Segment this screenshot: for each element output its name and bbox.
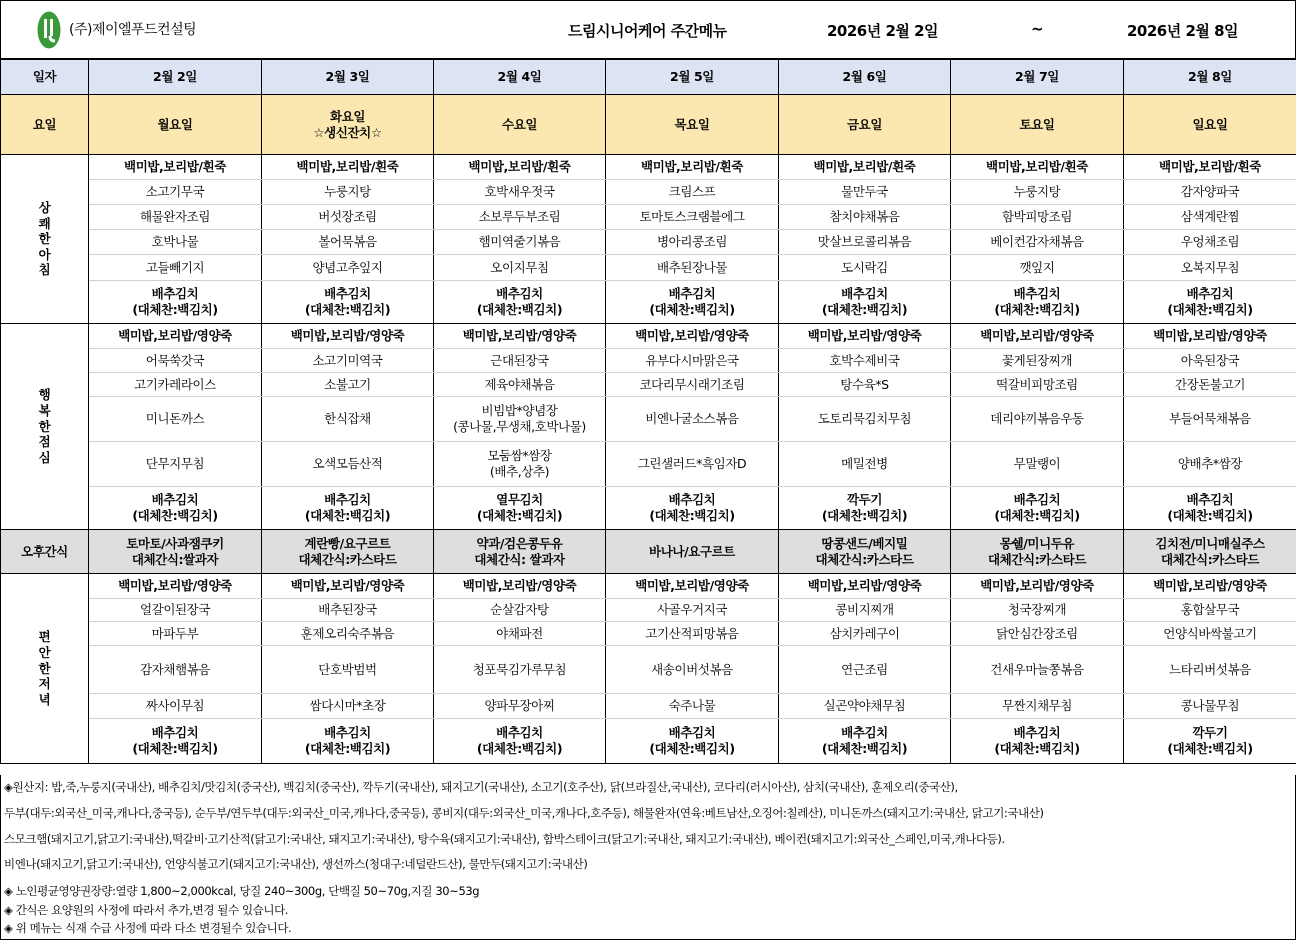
lunch-dish <box>434 487 606 530</box>
cell-line: (대체찬:백김치) <box>994 302 1080 317</box>
dinner-dish: 건새우마늘쫑볶음 <box>951 646 1124 694</box>
cell-line: (대체찬:백김치) <box>821 508 908 523</box>
breakfast-dish: 해물완자조림 <box>89 205 262 230</box>
cell-line: 수요일 <box>501 116 538 132</box>
lunch-row <box>1 397 1296 442</box>
notes-section <box>0 775 1296 940</box>
lunch-dish <box>434 442 606 487</box>
breakfast-dish: 백미밥,보리밥/흰죽 <box>779 155 951 180</box>
breakfast-dish: 깻잎지 <box>951 255 1124 281</box>
breakfast-dish <box>779 281 951 324</box>
dinner-dish: 삼치카레구이 <box>779 622 951 646</box>
cell-line: 단무지무침 <box>145 456 205 472</box>
cell-line: (대체찬:백김치) <box>476 508 563 523</box>
breakfast-dish: 맛살브로콜리볶음 <box>779 230 951 255</box>
end-date: 2026년 2월 8일 <box>1127 22 1239 40</box>
cell-line: 토요일 <box>1019 116 1055 132</box>
cell-line: (대체찬:백김치) <box>821 302 908 317</box>
breakfast-dish: 호박나물 <box>89 230 262 255</box>
cell-line: (대체찬:백김치) <box>304 741 391 756</box>
breakfast-dish: 볼어묵볶음 <box>262 230 434 255</box>
cell-line: 배추김치 <box>496 286 543 302</box>
dinner-dish: 느타리버섯볶음 <box>1124 646 1296 694</box>
breakfast-dish: 버섯장조림 <box>262 205 434 230</box>
breakfast-dish: 백미밥,보리밥/흰죽 <box>262 155 434 180</box>
nutrition-note: ◈ 노인평균영양권장량:열량 1,800~2,000kcal, 당질 240~300g, 단백질 50~70g,지질 30~53g <box>4 884 480 898</box>
breakfast-dish: 백미밥,보리밥/흰죽 <box>434 155 606 180</box>
lunch-dish <box>1124 397 1296 442</box>
dinner-row <box>1 574 1296 599</box>
cell-line: (대체찬:백김치) <box>304 508 391 523</box>
date-separator: ~ <box>1031 20 1044 38</box>
weekday-cell <box>606 95 779 155</box>
cell-line: 대체간식:쌀과자 <box>131 551 219 567</box>
cell-line: 배추김치 <box>841 286 888 302</box>
breakfast-dish: 백미밥,보리밥/흰죽 <box>951 155 1124 180</box>
dinner-dish: 배추된장국 <box>262 599 434 622</box>
lunch-dish <box>89 397 262 442</box>
cell-line: 대체간식:카스타드 <box>815 551 914 567</box>
breakfast-dish: 감자양파국 <box>1124 180 1296 205</box>
dinner-dish <box>779 719 951 764</box>
cell-line: 배추김치 <box>151 286 199 302</box>
dinner-dish: 사골우거지국 <box>606 599 779 622</box>
dinner-dish <box>89 719 262 764</box>
cell-line: 배추김치 <box>668 286 716 302</box>
snack-label: 오후간식 <box>1 530 89 574</box>
cell-line: (대체찬:백김치) <box>994 508 1080 523</box>
weekday-cell <box>779 95 951 155</box>
dinner-label-char: 저 <box>38 676 51 692</box>
cell-line: 목요일 <box>674 116 710 132</box>
menu-title: 드림시니어케어 주간메뉴 <box>568 22 727 40</box>
breakfast-dish: 햄미역줄기볶음 <box>434 230 606 255</box>
breakfast-dish: 도시락김 <box>779 255 951 281</box>
cell-line: 배추김치 <box>496 725 543 741</box>
dinner-dish <box>1124 719 1296 764</box>
cell-line: 배추김치 <box>1186 492 1234 508</box>
breakfast-row <box>1 281 1296 324</box>
snack-cell <box>606 530 779 574</box>
cell-line: 미니돈까스 <box>145 411 205 427</box>
dinner-label-char: 안 <box>38 645 51 661</box>
lunch-dish: 백미밥,보리밥/영양죽 <box>434 324 606 349</box>
dinner-label-char: 녁 <box>38 691 51 707</box>
dinner-dish: 고기산적피망볶음 <box>606 622 779 646</box>
date-label: 일자 <box>1 60 89 95</box>
dinner-dish: 감자채햄볶음 <box>89 646 262 694</box>
breakfast-dish: 함박피망조림 <box>951 205 1124 230</box>
lunch-dish: 근대된장국 <box>434 349 606 373</box>
lunch-dish <box>1124 442 1296 487</box>
cell-line: 양배추*쌈장 <box>1177 456 1243 472</box>
breakfast-dish <box>951 281 1124 324</box>
lunch-row <box>1 324 1296 349</box>
dinner-label-char: 한 <box>38 660 51 676</box>
cell-line: 깍두기 <box>1192 725 1228 741</box>
cell-line: 배추김치 <box>1186 286 1234 302</box>
lunch-dish <box>89 487 262 530</box>
cell-line: 월요일 <box>157 116 193 132</box>
breakfast-label-char: 쾌 <box>38 215 51 231</box>
cell-line: 화요일 <box>329 108 366 124</box>
cell-line: 배추김치 <box>841 725 888 741</box>
cell-line: 약과/검은콩두유 <box>476 535 563 551</box>
cell-line: 배추김치 <box>324 725 371 741</box>
date-cell: 2월 5일 <box>606 60 779 95</box>
breakfast-dish <box>262 281 434 324</box>
lunch-dish: 호박수제비국 <box>779 349 951 373</box>
dinner-dish: 백미밥,보리밥/영양죽 <box>951 574 1124 599</box>
breakfast-dish: 백미밥,보리밥/흰죽 <box>89 155 262 180</box>
breakfast-dish: 우엉채조림 <box>1124 230 1296 255</box>
cell-line: 부들어묵채볶음 <box>1169 411 1251 427</box>
start-date: 2026년 2월 2일 <box>827 22 939 40</box>
snack-row <box>1 530 1296 574</box>
dinner-dish: 순살감자탕 <box>434 599 606 622</box>
dinner-dish: 청국장찌개 <box>951 599 1124 622</box>
dinner-row <box>1 646 1296 694</box>
dinner-dish: 콩나물무침 <box>1124 694 1296 719</box>
snack-cell <box>262 530 434 574</box>
lunch-label-char: 행 <box>38 387 51 403</box>
breakfast-dish: 크림스프 <box>606 180 779 205</box>
cell-line: 모둠쌈*쌈장 <box>487 448 552 464</box>
snack-cell <box>89 530 262 574</box>
breakfast-row <box>1 230 1296 255</box>
cell-line: 배추김치 <box>668 725 716 741</box>
lunch-row <box>1 487 1296 530</box>
dinner-row <box>1 719 1296 764</box>
lunch-dish: 소불고기 <box>262 373 434 397</box>
lunch-dish <box>951 487 1124 530</box>
date-cell: 2월 3일 <box>262 60 434 95</box>
page-header <box>0 0 1296 59</box>
dinner-dish: 야채파전 <box>434 622 606 646</box>
breakfast-dish: 소고기무국 <box>89 180 262 205</box>
breakfast-dish: 오복지무침 <box>1124 255 1296 281</box>
cell-line: 오색모듬산적 <box>312 456 383 472</box>
origin-note: 비엔나(돼지고기,닭고기:국내산), 언양식불고기(돼지고기:국내산), 생선까스(청대구:네덜란드산), 물만두(돼지고기:국내산) <box>4 857 588 871</box>
dinner-dish: 백미밥,보리밥/영양죽 <box>262 574 434 599</box>
date-row <box>1 60 1296 95</box>
cell-line: 배추김치 <box>1013 492 1061 508</box>
cell-line: 한식잡채 <box>324 411 371 427</box>
snack-cell <box>1124 530 1296 574</box>
cell-line: 비빔밥*양념장 <box>481 403 558 419</box>
breakfast-dish: 누룽지탕 <box>951 180 1124 205</box>
breakfast-dish: 병아리콩조림 <box>606 230 779 255</box>
company-logo-icon <box>37 11 61 49</box>
origin-note: 두부(대두:외국산_미국,캐나다,중국등), 순두부/연두부(대두:외국산_미국,캐나다,중국등), 콩비지(대두:외국산_미국,캐나다,호주등), 해물완자(연육:베트남산,오징어:칠레산), 미니돈까스(돼지고기:국내산, 닭고기:국내산) <box>4 806 1044 820</box>
breakfast-dish <box>89 281 262 324</box>
cell-line: (대체찬:백김치) <box>476 741 563 756</box>
date-cell: 2월 2일 <box>89 60 262 95</box>
dinner-label <box>1 574 89 764</box>
lunch-dish: 아욱된장국 <box>1124 349 1296 373</box>
lunch-dish <box>779 487 951 530</box>
dinner-dish: 숙주나물 <box>606 694 779 719</box>
lunch-dish: 탕수육*S <box>779 373 951 397</box>
cell-line: (대체찬:백김치) <box>1167 302 1253 317</box>
cell-line: 배추김치 <box>151 492 199 508</box>
breakfast-row <box>1 180 1296 205</box>
lunch-dish: 소고기미역국 <box>262 349 434 373</box>
cell-line: (대체찬:백김치) <box>649 508 735 523</box>
origin-note: ◈원산지: 밥,죽,누룽지(국내산), 배추김치/맛김치(중국산), 백김치(중국산), 깍두기(국내산), 돼지고기(국내산), 소고기(호주산), 닭(브라질산,국내산), 코다리(러시아산), 삼치(국내산), 훈제오리(중국산), <box>4 780 958 794</box>
weekday-cell <box>1124 95 1296 155</box>
breakfast-dish <box>606 281 779 324</box>
cell-line: 도토리묵김치무침 <box>817 411 912 427</box>
lunch-dish: 제육야채볶음 <box>434 373 606 397</box>
snack-cell <box>779 530 951 574</box>
breakfast-dish: 삼색계란찜 <box>1124 205 1296 230</box>
weekday-cell <box>89 95 262 155</box>
breakfast-dish: 오이지무침 <box>434 255 606 281</box>
dinner-row <box>1 694 1296 719</box>
breakfast-dish: 배추된장나물 <box>606 255 779 281</box>
lunch-label-char: 복 <box>38 403 51 419</box>
lunch-label-char: 점 <box>38 434 51 450</box>
breakfast-dish: 토마토스크램블에그 <box>606 205 779 230</box>
lunch-dish <box>951 397 1124 442</box>
cell-line: (대체찬:백김치) <box>132 508 218 523</box>
dinner-dish <box>262 719 434 764</box>
breakfast-dish: 물만두국 <box>779 180 951 205</box>
breakfast-row <box>1 155 1296 180</box>
date-cell: 2월 7일 <box>951 60 1124 95</box>
lunch-dish: 코다리무시래기조림 <box>606 373 779 397</box>
snack-cell <box>951 530 1124 574</box>
cell-line: 비엔나굴소스볶음 <box>645 411 739 427</box>
lunch-row <box>1 373 1296 397</box>
dinner-dish <box>951 719 1124 764</box>
cell-line: (콩나물,무생채,호박나물) <box>453 419 586 434</box>
dinner-dish <box>606 719 779 764</box>
cell-line: (대체찬:백김치) <box>476 302 563 317</box>
cell-line: 대체간식:카스타드 <box>988 551 1086 567</box>
lunch-dish <box>606 397 779 442</box>
dinner-label-char: 편 <box>38 629 51 645</box>
dinner-dish <box>434 719 606 764</box>
breakfast-dish: 베이컨감자채볶음 <box>951 230 1124 255</box>
weekday-label: 요일 <box>1 95 89 155</box>
cell-line: (대체찬:백김치) <box>821 741 908 756</box>
dinner-dish: 실곤약야채무침 <box>779 694 951 719</box>
cell-line: 배추김치 <box>324 286 371 302</box>
lunch-dish: 꽃게된장찌개 <box>951 349 1124 373</box>
lunch-dish <box>779 397 951 442</box>
cell-line: (대체찬:백김치) <box>132 741 218 756</box>
breakfast-dish: 참치야채볶음 <box>779 205 951 230</box>
dinner-dish: 언양식바싹불고기 <box>1124 622 1296 646</box>
breakfast-dish: 고들빼기지 <box>89 255 262 281</box>
cell-line: 배추김치 <box>1013 286 1061 302</box>
cell-line: 깍두기 <box>846 492 883 508</box>
dinner-dish: 백미밥,보리밥/영양죽 <box>779 574 951 599</box>
dinner-dish: 백미밥,보리밥/영양죽 <box>434 574 606 599</box>
dinner-dish: 백미밥,보리밥/영양죽 <box>606 574 779 599</box>
cell-line: 그린샐러드*흑임자D <box>637 456 747 472</box>
cell-line: (대체찬:백김치) <box>132 302 218 317</box>
cell-line: 데리야끼볶음우동 <box>990 411 1084 427</box>
lunch-dish <box>779 442 951 487</box>
cell-line: 일요일 <box>1192 116 1228 132</box>
cell-line: (대체찬:백김치) <box>1167 508 1253 523</box>
cell-line: 배추김치 <box>1013 725 1061 741</box>
cell-line: 열무김치 <box>496 492 543 508</box>
breakfast-label-char: 한 <box>38 231 51 247</box>
breakfast-label-char: 침 <box>38 262 51 278</box>
dinner-dish: 마파두부 <box>89 622 262 646</box>
cell-line: (대체찬:백김치) <box>304 302 391 317</box>
weekday-cell <box>262 95 434 155</box>
dinner-dish: 백미밥,보리밥/영양죽 <box>89 574 262 599</box>
lunch-dish <box>951 442 1124 487</box>
breakfast-label-char: 상 <box>38 199 51 215</box>
cell-line: 무말랭이 <box>1013 456 1061 472</box>
weekday-row <box>1 95 1296 155</box>
lunch-dish: 고기카레라이스 <box>89 373 262 397</box>
cell-line: (대체찬:백김치) <box>649 302 735 317</box>
cell-line: (대체찬:백김치) <box>649 741 735 756</box>
lunch-dish: 백미밥,보리밥/영양죽 <box>606 324 779 349</box>
breakfast-dish <box>434 281 606 324</box>
breakfast-dish: 호박새우젓국 <box>434 180 606 205</box>
dinner-row <box>1 599 1296 622</box>
date-cell: 2월 4일 <box>434 60 606 95</box>
breakfast-label-char: 아 <box>38 246 51 262</box>
dinner-dish: 짜사이무침 <box>89 694 262 719</box>
change-note: ◈ 위 메뉴는 식재 수급 사정에 따라 다소 변경될수 있습니다. <box>4 921 292 935</box>
breakfast-dish: 누룽지탕 <box>262 180 434 205</box>
company-name: (주)제이엘푸드컨설팅 <box>69 22 197 38</box>
weekday-cell <box>434 95 606 155</box>
cell-line: 금요일 <box>846 116 883 132</box>
cell-line: 대체간식:카스타드 <box>1161 551 1259 567</box>
breakfast-dish: 양념고추잎지 <box>262 255 434 281</box>
lunch-label <box>1 324 89 530</box>
breakfast-dish <box>1124 281 1296 324</box>
cell-line: (대체찬:백김치) <box>994 741 1080 756</box>
dinner-dish: 새송이버섯볶음 <box>606 646 779 694</box>
date-cell: 2월 6일 <box>779 60 951 95</box>
dinner-dish: 얼갈이된장국 <box>89 599 262 622</box>
cell-line: 땅콩샌드/베지밀 <box>821 535 908 551</box>
dinner-dish: 콩비지찌개 <box>779 599 951 622</box>
lunch-dish: 어묵쑥갓국 <box>89 349 262 373</box>
snack-note: ◈ 간식은 요양원의 사정에 따라서 추가,변경 될수 있습니다. <box>4 903 289 917</box>
dinner-dish: 닭안심간장조림 <box>951 622 1124 646</box>
lunch-dish <box>262 442 434 487</box>
dinner-row <box>1 622 1296 646</box>
lunch-dish <box>89 442 262 487</box>
lunch-dish: 백미밥,보리밥/영양죽 <box>951 324 1124 349</box>
lunch-dish: 간장돈불고기 <box>1124 373 1296 397</box>
dinner-dish: 쌈다시마*초장 <box>262 694 434 719</box>
weekday-cell <box>951 95 1124 155</box>
lunch-dish: 백미밥,보리밥/영양죽 <box>1124 324 1296 349</box>
lunch-dish <box>262 397 434 442</box>
cell-line: 배추김치 <box>151 725 199 741</box>
lunch-dish <box>606 487 779 530</box>
lunch-row <box>1 442 1296 487</box>
lunch-row <box>1 349 1296 373</box>
lunch-dish: 유부다시마맑은국 <box>606 349 779 373</box>
weekly-menu-table <box>0 59 1296 764</box>
lunch-dish: 떡갈비피망조림 <box>951 373 1124 397</box>
dinner-dish: 백미밥,보리밥/영양죽 <box>1124 574 1296 599</box>
breakfast-dish: 백미밥,보리밥/흰죽 <box>606 155 779 180</box>
cell-line: 메밀전병 <box>841 456 888 472</box>
lunch-dish: 백미밥,보리밥/영양죽 <box>779 324 951 349</box>
cell-line: 김치전/미니매실주스 <box>1155 535 1265 551</box>
lunch-dish <box>262 487 434 530</box>
cell-line: 몽쉘/미니두유 <box>999 535 1075 551</box>
dinner-dish: 홍합살무국 <box>1124 599 1296 622</box>
lunch-dish <box>434 397 606 442</box>
breakfast-row <box>1 255 1296 281</box>
breakfast-label <box>1 155 89 324</box>
dinner-dish: 양파무장아찌 <box>434 694 606 719</box>
dinner-dish: 훈제오리숙주볶음 <box>262 622 434 646</box>
cell-line: (대체찬:백김치) <box>1167 741 1253 756</box>
lunch-dish: 백미밥,보리밥/영양죽 <box>262 324 434 349</box>
dinner-dish: 단호박범벅 <box>262 646 434 694</box>
date-cell: 2월 8일 <box>1124 60 1296 95</box>
cell-line: 대체간식:카스타드 <box>298 551 397 567</box>
cell-line: 배추김치 <box>668 492 716 508</box>
dinner-dish: 청포묵김가루무침 <box>434 646 606 694</box>
cell-line: 배추김치 <box>324 492 371 508</box>
lunch-dish <box>606 442 779 487</box>
cell-line: 바나나/요구르트 <box>649 543 735 559</box>
cell-line: 대체간식: 쌀과자 <box>474 551 565 567</box>
dinner-dish: 무짠지채무침 <box>951 694 1124 719</box>
cell-line: 토마토/사과잼쿠키 <box>126 535 224 551</box>
dinner-dish: 연근조림 <box>779 646 951 694</box>
lunch-dish <box>1124 487 1296 530</box>
breakfast-dish: 소보루두부조림 <box>434 205 606 230</box>
cell-line: ☆생신잔치☆ <box>313 124 382 140</box>
lunch-label-char: 심 <box>38 449 51 465</box>
origin-note: 스모크햄(돼지고기,닭고기:국내산),떡갈비·고기산적(닭고기:국내산, 돼지고기:국내산), 탕수육(돼지고기:국내산), 함박스테이크(닭고기:국내산, 돼지고기:국내산), 베이컨(돼지고기:외국산_스페인,미국,캐나다등). <box>4 832 1005 846</box>
snack-cell <box>434 530 606 574</box>
cell-line: 계란빵/요구르트 <box>304 535 391 551</box>
breakfast-dish: 백미밥,보리밥/흰죽 <box>1124 155 1296 180</box>
lunch-dish: 백미밥,보리밥/영양죽 <box>89 324 262 349</box>
lunch-label-char: 한 <box>38 418 51 434</box>
breakfast-row <box>1 205 1296 230</box>
cell-line: (배추,상추) <box>489 464 550 479</box>
